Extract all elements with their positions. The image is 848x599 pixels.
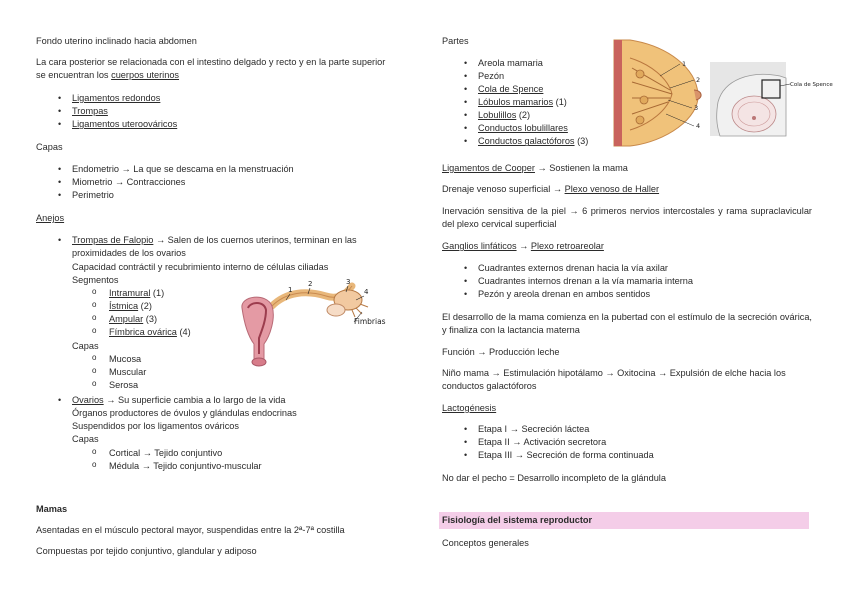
fig-num-4: 4 — [364, 288, 369, 296]
drenaje-line: Drenaje venoso superficial → Plexo venoso de Haller — [442, 184, 660, 194]
fondo-text: Fondo uterino inclinado hacia abdomen — [36, 36, 197, 46]
list-item: • Cola de Spence — [442, 83, 662, 96]
breast-cross-section-illustration — [610, 38, 706, 148]
fig-num-2: 2 — [308, 280, 313, 288]
list-item: o Serosa — [72, 379, 252, 392]
haller-link: Plexo venoso de Haller — [564, 184, 660, 194]
cara-paragraph — [36, 56, 408, 82]
fimbrias-label: Fimbrias — [354, 317, 386, 326]
cola-de-spence-illustration — [710, 62, 833, 136]
no-dar-text: No dar el pecho = Desarrollo incompleto de la glándula — [442, 473, 666, 483]
list-item: • Ovarios → Su superficie cambia a lo largo de la vida — [36, 394, 408, 407]
ovarios-list — [36, 394, 408, 407]
list-item: • Trompas de Falopio → Salen de los cuernos uterinos, terminan en las proximidades de los ovarios — [36, 234, 408, 260]
list-item: o Ampular (3) — [72, 313, 252, 326]
breast-num-1: 1 — [682, 60, 687, 68]
list-item: • Endometrio → La que se descama en la menstruación — [36, 163, 408, 176]
list-item: • Etapa II → Activación secretora — [442, 436, 812, 449]
inervacion-text: Inervación sensitiva de la piel → 6 primeros nervios intercostales y rama supraclavicular del plexo cervical superficial — [442, 206, 812, 230]
ganglios-line: Ganglios linfáticos → Plexo retroareolar — [442, 241, 604, 251]
list-item: • Conductos lobulillares — [442, 122, 662, 135]
mamas-heading: Mamas — [36, 504, 68, 514]
ovarios-capas-list — [72, 447, 392, 473]
partes-heading: Partes — [442, 36, 469, 46]
cooper-line: Ligamentos de Cooper → Sostienen la mama — [442, 163, 628, 173]
list-item: o Ístmica (2) — [72, 300, 252, 313]
cuerpos-list — [36, 92, 408, 131]
cara-line-1: La cara posterior se relacionada con el intestino delgado y recto y en la parte superior — [36, 57, 386, 67]
list-item: • Pezón y areola drenan en ambos sentidos — [442, 288, 812, 301]
anejos-heading: Anejos — [36, 213, 65, 223]
list-item: • Trompas — [36, 105, 408, 118]
list-item: o Fímbrica ovárica (4) — [72, 326, 252, 339]
list-item: • Ligamentos uteroováricos — [36, 118, 408, 131]
lactogenesis-heading: Lactogénesis — [442, 403, 497, 413]
trompas-capas-list — [72, 353, 252, 392]
trompas-capas-heading: Capas — [72, 341, 99, 351]
list-item: • Pezón — [442, 70, 662, 83]
ovarios-link: Ovarios — [72, 395, 104, 405]
segmentos-list — [72, 287, 252, 339]
list-item: • Areola mamaria — [442, 57, 662, 70]
ovarios-details: Órganos productores de óvulos y glándulas endocrinas Suspendidos por los ligamentos ováricos Capas — [72, 408, 297, 445]
list-item: • Lóbulos mamarios (1) — [442, 96, 662, 109]
list-item: • Ligamentos redondos — [36, 92, 408, 105]
list-item: o Mucosa — [72, 353, 252, 366]
list-item: o Intramural (1) — [72, 287, 252, 300]
breast-num-2: 2 — [696, 76, 701, 84]
fisiologia-heading: Fisiología del sistema reproductor — [439, 512, 809, 529]
uterus-illustration — [236, 278, 396, 368]
breast-num-3: 3 — [694, 104, 699, 112]
cuadrantes-list — [442, 262, 812, 301]
list-item: • Cuadrantes internos drenan a la vía mamaria interna — [442, 275, 812, 288]
list-item: • Miometrio → Contracciones — [36, 176, 408, 189]
capas-list — [36, 163, 408, 202]
fig-num-1: 1 — [288, 286, 293, 294]
list-item: • Etapa I → Secreción láctea — [442, 423, 812, 436]
mamas-line-1: Asentadas en el músculo pectoral mayor, suspendidas entre la 2ª-7ª costilla — [36, 525, 345, 535]
fig-num-3: 3 — [346, 278, 351, 286]
conceptos-text: Conceptos generales — [442, 538, 529, 548]
cara-line-2: se encuentran los cuerpos uterinos — [36, 70, 180, 81]
cola-label: Cola de Spence — [790, 82, 833, 88]
nino-paragraph: Niño mama → Estimulación hipotálamo → Oxitocina → Expulsión de elche hacia los conductos galactóforos — [442, 368, 786, 392]
ganglios-link: Ganglios linfáticos — [442, 241, 517, 251]
mamas-line-2: Compuestas por tejido conjuntivo, glandular y adiposo — [36, 546, 257, 556]
list-item: • Etapa III → Secreción de forma continuada — [442, 449, 812, 462]
list-item: • Conductos galactóforos (3) — [442, 135, 662, 148]
desarrollo-text: El desarrollo de la mama comienza en la pubertad con el estímulo de la secreción ovárica, y finaliza con la lactancia materna — [442, 312, 812, 336]
trompas-link: Trompas de Falopio — [72, 235, 154, 245]
cuerpos-link: cuerpos uterinos — [111, 70, 180, 81]
capas-heading: Capas — [36, 142, 63, 152]
list-item: o Muscular — [72, 366, 252, 379]
list-item: o Médula → Tejido conjuntivo-muscular — [72, 460, 392, 473]
list-item: • Cuadrantes externos drenan hacia la vía axilar — [442, 262, 812, 275]
anejos-list — [36, 234, 408, 260]
list-item: • Perimetrio — [36, 189, 408, 202]
funcion-line: Función → Producción leche — [442, 347, 560, 357]
list-item: • Lobulillos (2) — [442, 109, 662, 122]
breast-num-4: 4 — [696, 122, 701, 130]
list-item: o Cortical → Tejido conjuntivo — [72, 447, 392, 460]
etapas-list — [442, 423, 812, 462]
cooper-link: Ligamentos de Cooper — [442, 163, 535, 173]
retroareolar-link: Plexo retroareolar — [530, 241, 604, 251]
trompas-details: Capacidad contráctil y recubrimiento interno de células ciliadas Segmentos — [72, 262, 329, 286]
